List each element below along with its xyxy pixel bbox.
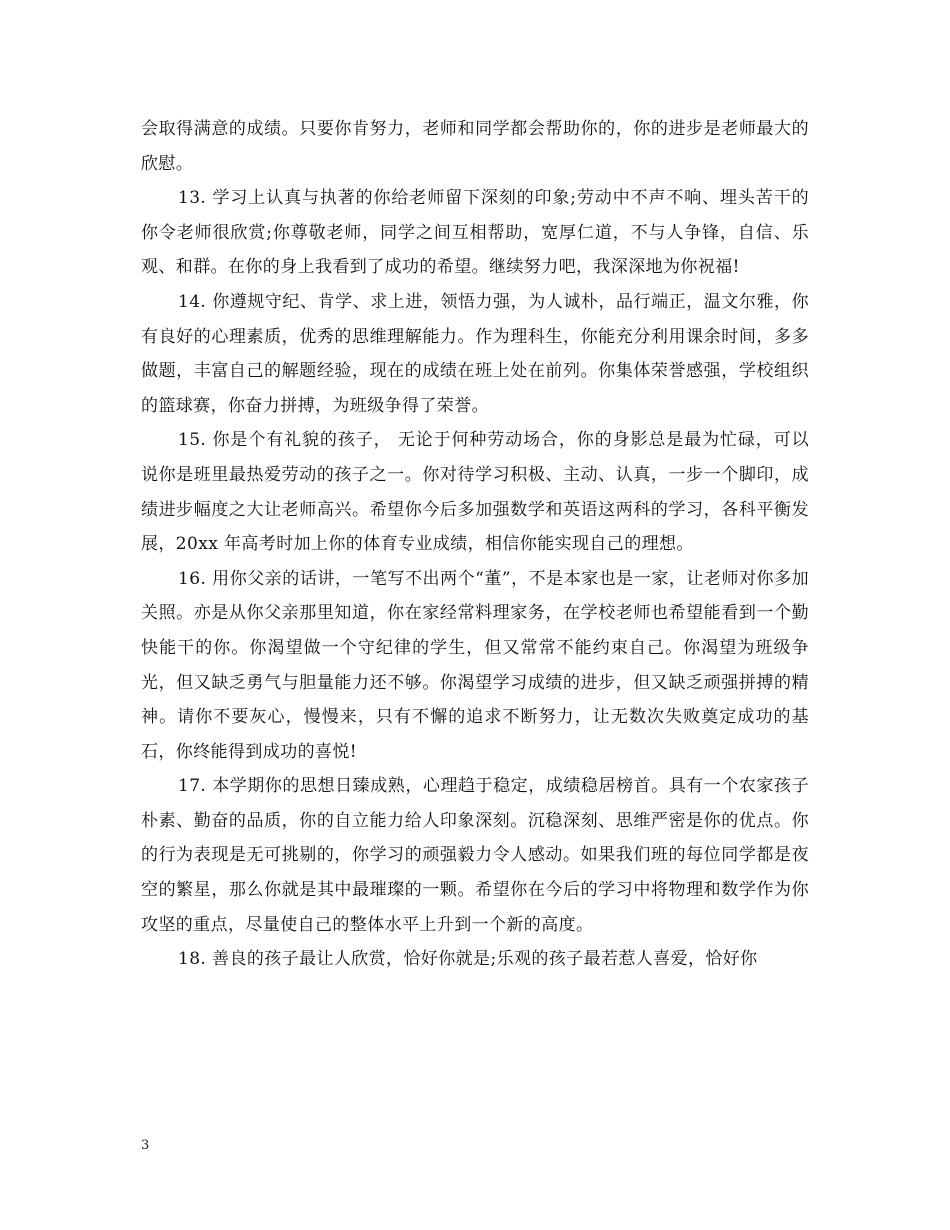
paragraph-continuation: 会取得满意的成绩。只要你肯努力，老师和同学都会帮助你的，你的进步是老师最大的欣慰。 xyxy=(141,119,809,174)
paragraph-comment-18: 18. 善良的孩子最让人欣赏，恰好你就是;乐观的孩子最若惹人喜爱，恰好你 xyxy=(178,949,758,970)
paragraph-comment-17: 17. 本学期你的思想日臻成熟，心理趋于稳定，成绩稳居榜首。具有一个农家孩子朴素、勤奋的品质，你的自立能力给人印象深刻。沉稳深刻、思维严密是你的优点。你的行为表现是无可挑剔的，你学习的顽强毅力令人感动。如果我们班的每位同学都是夜空的繁星，那么你就是其中最璀璨的一颗。希望你在今后的学习中将物理和数学作为你攻坚的重点，尽量使自己的整体水平上升到一个新的高度。 xyxy=(141,776,809,935)
document-body xyxy=(141,112,809,977)
page-number: 3 xyxy=(141,1138,150,1153)
paragraph-comment-14: 14. 你遵规守纪、肯学、求上进，领悟力强，为人诚朴，品行端正，温文尔雅，你有良好的心理素质，优秀的思维理解能力。作为理科生，你能充分利用课余时间，多多做题，丰富自己的解题经验，现在的成绩在班上处在前列。你集体荣誉感强，学校组织的篮球赛，你奋力拼搏，为班级争得了荣誉。 xyxy=(141,291,809,416)
paragraph-comment-15: 15. 你是个有礼貌的孩子， 无论于何种劳动场合，你的身影总是最为忙碌，可以说你是班里最热爱劳动的孩子之一。你对待学习积极、主动、认真，一步一个脚印，成绩进步幅度之大让老师高兴。希望你今后多加强数学和英语这两科的学习，各科平衡发展，20xx 年高考时加上你的体育专业成绩，相信你能实现自己的理想。 xyxy=(141,430,809,555)
paragraph-comment-13: 13. 学习上认真与执著的你给老师留下深刻的印象;劳动中不声不响、埋头苦干的你令老师很欣赏;你尊敬老师，同学之间互相帮助，宽厚仁道，不与人争锋，自信、乐观、和群。在你的身上我看到了成功的希望。继续努力吧，我深深地为你祝福! xyxy=(141,188,809,278)
paragraph-comment-16: 16. 用你父亲的话讲，一笔写不出两个“董”，不是本家也是一家，让老师对你多加关照。亦是从你父亲那里知道，你在家经常料理家务，在学校老师也希望能看到一个勤快能干的你。你渴望做一个守纪律的学生，但又常常不能约束自己。你渴望为班级争光，但又缺乏勇气与胆量能力还不够。你渴望学习成绩的进步，但又缺乏顽强拼搏的精神。请你不要灰心，慢慢来，只有不懈的追求不断努力，让无数次失败奠定成功的基石，你终能得到成功的喜悦! xyxy=(141,568,809,762)
